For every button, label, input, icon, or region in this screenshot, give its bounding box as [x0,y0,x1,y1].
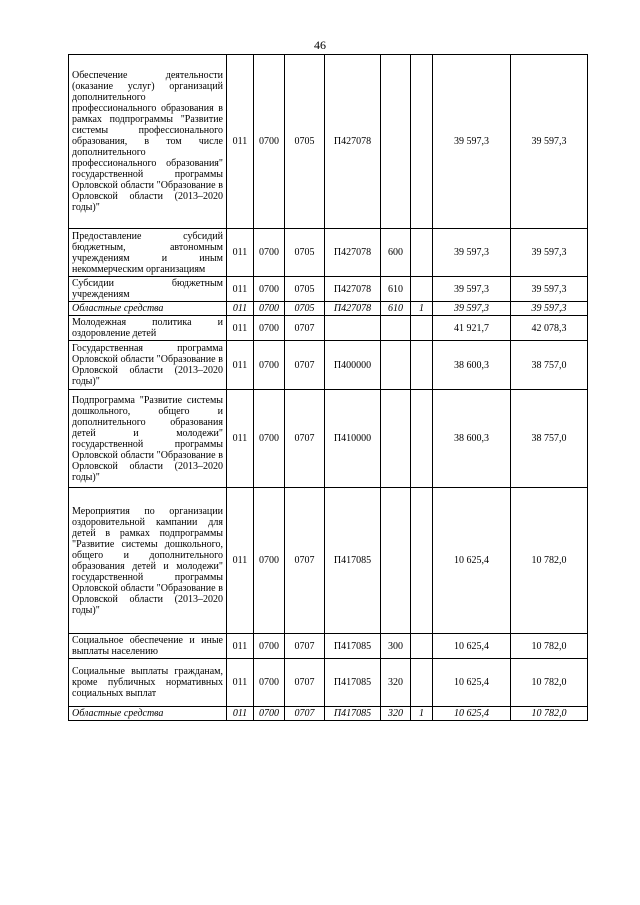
subsection-code: 0707 [285,488,325,634]
target-article-code: П427078 [325,55,381,229]
expense-type-code: 300 [381,634,411,659]
amount-year-1: 39 597,3 [433,302,511,316]
section-code: 0700 [254,55,285,229]
table-row [69,277,588,302]
target-article-code: П400000 [325,341,381,390]
subsection-code: 0705 [285,302,325,316]
ministry-code: 011 [227,707,254,721]
funding-source-code: 1 [411,302,433,316]
ministry-code: 011 [227,302,254,316]
ministry-code: 011 [227,341,254,390]
ministry-code: 011 [227,659,254,707]
ministry-code: 011 [227,390,254,488]
row-description: Государственная программа Орловской области "Образование в Орловской области (2013–2020 годы)" [69,341,227,390]
table-row [69,316,588,341]
amount-year-1: 38 600,3 [433,390,511,488]
row-description: Молодежная политика и оздоровление детей [69,316,227,341]
ministry-code: 011 [227,634,254,659]
row-description: Подпрограмма "Развитие системы дошкольного, общего и дополнительного образования детей и молодежи" государственной программы Орловской области "Образование в Орловской области (2013–2020 годы)" [69,390,227,488]
ministry-code: 011 [227,277,254,302]
subsection-code: 0707 [285,341,325,390]
expense-type-code: 610 [381,302,411,316]
table-row [69,390,588,488]
amount-year-1: 10 625,4 [433,634,511,659]
amount-year-1: 10 625,4 [433,659,511,707]
amount-year-2: 10 782,0 [511,707,588,721]
target-article-code: П417085 [325,707,381,721]
table-row [69,634,588,659]
amount-year-2: 10 782,0 [511,659,588,707]
table-row [69,55,588,229]
section-code: 0700 [254,302,285,316]
subsection-code: 0707 [285,659,325,707]
target-article-code: П417085 [325,659,381,707]
section-code: 0700 [254,707,285,721]
expense-type-code [381,55,411,229]
funding-source-code [411,634,433,659]
subsection-code: 0707 [285,316,325,341]
table-row [69,302,588,316]
funding-source-code [411,229,433,277]
subsection-code: 0707 [285,634,325,659]
row-description: Субсидии бюджетным учреждениям [69,277,227,302]
target-article-code: П417085 [325,634,381,659]
table-row [69,341,588,390]
amount-year-2: 39 597,3 [511,277,588,302]
table-row [69,707,588,721]
expense-type-code [381,488,411,634]
section-code: 0700 [254,277,285,302]
expense-type-code [381,316,411,341]
ministry-code: 011 [227,229,254,277]
subsection-code: 0705 [285,55,325,229]
expense-type-code: 610 [381,277,411,302]
table-row [69,488,588,634]
table-row [69,229,588,277]
funding-source-code [411,488,433,634]
subsection-code: 0707 [285,707,325,721]
expense-type-code: 320 [381,707,411,721]
row-description: Обеспечение деятельности (оказание услуг) организаций дополнительного профессионального образования в рамках подпрограммы "Развитие системы профессионального образования, в том числе дополнительного профессионального образования" государственной программы Орловской области "Образование в Орловской области (2013–2020 годы)" [69,55,227,229]
amount-year-1: 39 597,3 [433,229,511,277]
section-code: 0700 [254,341,285,390]
amount-year-2: 39 597,3 [511,302,588,316]
target-article-code [325,316,381,341]
funding-source-code [411,390,433,488]
amount-year-1: 10 625,4 [433,707,511,721]
amount-year-1: 39 597,3 [433,55,511,229]
ministry-code: 011 [227,55,254,229]
expense-type-code [381,341,411,390]
funding-source-code [411,277,433,302]
section-code: 0700 [254,659,285,707]
funding-source-code [411,659,433,707]
funding-source-code: 1 [411,707,433,721]
target-article-code: П417085 [325,488,381,634]
amount-year-2: 10 782,0 [511,488,588,634]
table-row [69,659,588,707]
target-article-code: П427078 [325,302,381,316]
row-description: Областные средства [69,707,227,721]
row-description: Областные средства [69,302,227,316]
amount-year-2: 42 078,3 [511,316,588,341]
funding-source-code [411,316,433,341]
row-description: Социальные выплаты гражданам, кроме публичных нормативных социальных выплат [69,659,227,707]
funding-source-code [411,341,433,390]
subsection-code: 0707 [285,390,325,488]
amount-year-1: 39 597,3 [433,277,511,302]
budget-table [68,54,588,721]
table-body [69,55,588,721]
target-article-code: П427078 [325,277,381,302]
expense-type-code [381,390,411,488]
amount-year-1: 41 921,7 [433,316,511,341]
target-article-code: П427078 [325,229,381,277]
amount-year-1: 10 625,4 [433,488,511,634]
ministry-code: 011 [227,488,254,634]
section-code: 0700 [254,316,285,341]
ministry-code: 011 [227,316,254,341]
amount-year-2: 39 597,3 [511,55,588,229]
amount-year-2: 38 757,0 [511,390,588,488]
section-code: 0700 [254,488,285,634]
subsection-code: 0705 [285,277,325,302]
target-article-code: П410000 [325,390,381,488]
amount-year-1: 38 600,3 [433,341,511,390]
row-description: Предоставление субсидий бюджетным, автономным учреждениям и иным некоммерческим организациям [69,229,227,277]
amount-year-2: 38 757,0 [511,341,588,390]
subsection-code: 0705 [285,229,325,277]
row-description: Мероприятия по организации оздоровительной кампании для детей в рамках подпрограммы "Развитие системы дошкольного, общего и дополнительного образования детей и молодежи" государственной программы Орловской области "Образование в Орловской области (2013–2020 годы)" [69,488,227,634]
amount-year-2: 39 597,3 [511,229,588,277]
page-number: 46 [314,38,326,52]
amount-year-2: 10 782,0 [511,634,588,659]
section-code: 0700 [254,229,285,277]
funding-source-code [411,55,433,229]
row-description: Социальное обеспечение и иные выплаты населению [69,634,227,659]
expense-type-code: 320 [381,659,411,707]
section-code: 0700 [254,634,285,659]
section-code: 0700 [254,390,285,488]
expense-type-code: 600 [381,229,411,277]
